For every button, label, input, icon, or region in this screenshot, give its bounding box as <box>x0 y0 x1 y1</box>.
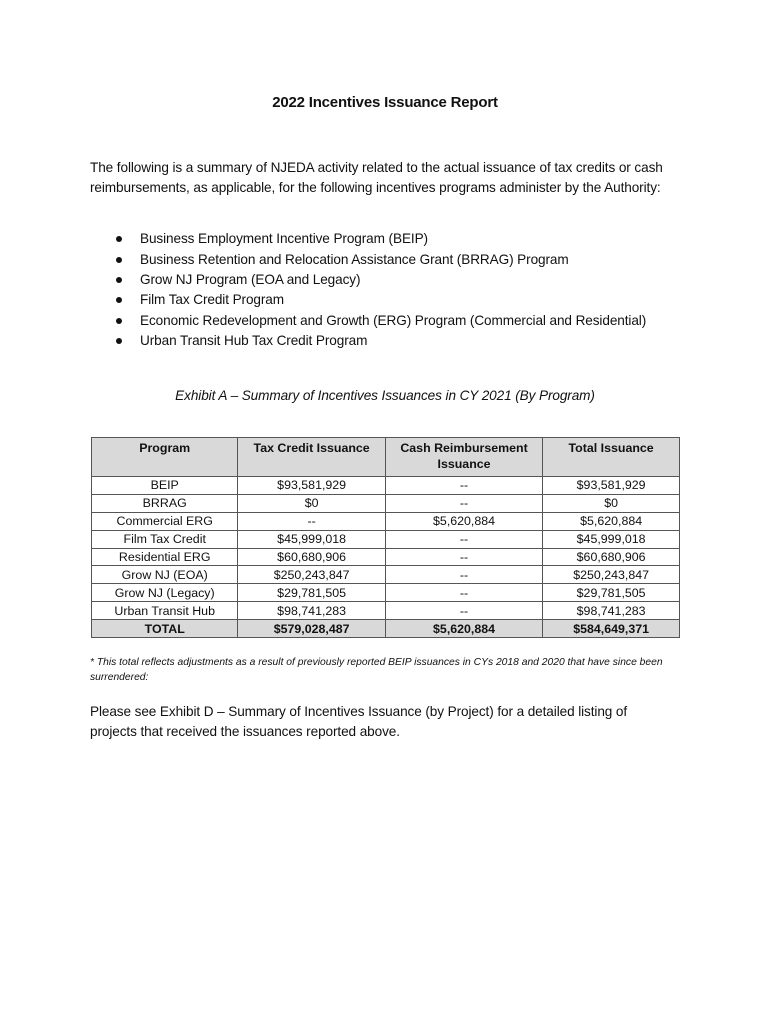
cell-program: BRRAG <box>92 494 238 512</box>
list-item <box>112 270 646 290</box>
exhibit-caption: Exhibit A – Summary of Incentives Issuances in CY 2021 (By Program) <box>175 388 595 403</box>
bullet-icon <box>116 257 122 263</box>
header-program: Program <box>92 438 238 477</box>
cell-program: Grow NJ (EOA) <box>92 566 238 584</box>
table-row <box>92 602 680 620</box>
cell-total: $98,741,283 <box>543 602 680 620</box>
cell-program: Grow NJ (Legacy) <box>92 584 238 602</box>
table-row <box>92 530 680 548</box>
program-name: Film Tax Credit Program <box>140 292 284 308</box>
cell-tax-credit: -- <box>238 512 385 530</box>
cell-tax-credit: $93,581,929 <box>238 477 385 495</box>
cell-program: Commercial ERG <box>92 512 238 530</box>
cell-total: $250,243,847 <box>543 566 680 584</box>
cell-total: $60,680,906 <box>543 548 680 566</box>
cell-program: Urban Transit Hub <box>92 602 238 620</box>
list-item <box>112 290 646 310</box>
bullet-icon <box>116 297 122 303</box>
program-name: Business Retention and Relocation Assistance Grant (BRRAG) Program <box>140 251 569 267</box>
document-title: 2022 Incentives Issuance Report <box>272 94 498 111</box>
cell-cash: -- <box>385 602 542 620</box>
cell-total-cash: $5,620,884 <box>385 620 542 638</box>
cell-total: $93,581,929 <box>543 477 680 495</box>
table-row <box>92 566 680 584</box>
cell-tax-credit: $250,243,847 <box>238 566 385 584</box>
list-item <box>112 249 646 269</box>
footnote: * This total reflects adjustments as a result of previously reported BEIP issuances in CYs 2018 and 2020 that have since been surrendered: <box>90 657 663 683</box>
cell-total: $45,999,018 <box>543 530 680 548</box>
cell-cash: $5,620,884 <box>385 512 542 530</box>
cell-total-tax-credit: $579,028,487 <box>238 620 385 638</box>
cell-program: Residential ERG <box>92 548 238 566</box>
cell-total: $29,781,505 <box>543 584 680 602</box>
cell-cash: -- <box>385 494 542 512</box>
bullet-icon <box>116 277 122 283</box>
header-tax-credit: Tax Credit Issuance <box>238 438 385 477</box>
table-row <box>92 477 680 495</box>
list-item <box>112 311 646 331</box>
cell-cash: -- <box>385 530 542 548</box>
cell-tax-credit: $60,680,906 <box>238 548 385 566</box>
table-row <box>92 548 680 566</box>
bullet-icon <box>116 338 122 344</box>
cell-tax-credit: $0 <box>238 494 385 512</box>
cell-tax-credit: $29,781,505 <box>238 584 385 602</box>
cell-program: Film Tax Credit <box>92 530 238 548</box>
bullet-icon <box>116 318 122 324</box>
program-name: Business Employment Incentive Program (BEIP) <box>140 231 428 247</box>
cell-total: $0 <box>543 494 680 512</box>
cell-cash: -- <box>385 477 542 495</box>
cell-program: BEIP <box>92 477 238 495</box>
table-row <box>92 584 680 602</box>
list-item <box>112 331 646 351</box>
cell-tax-credit: $98,741,283 <box>238 602 385 620</box>
table-row <box>92 494 680 512</box>
cell-cash: -- <box>385 566 542 584</box>
cell-total-label: TOTAL <box>92 620 238 638</box>
list-item <box>112 229 646 249</box>
header-total-issuance: Total Issuance <box>543 438 680 477</box>
program-name: Economic Redevelopment and Growth (ERG) Program (Commercial and Residential) <box>140 312 647 328</box>
cell-grand-total: $584,649,371 <box>543 620 680 638</box>
table-row <box>92 512 680 530</box>
cell-cash: -- <box>385 548 542 566</box>
bullet-icon <box>116 236 122 242</box>
cell-total: $5,620,884 <box>543 512 680 530</box>
cell-cash: -- <box>385 584 542 602</box>
table-header-row <box>92 438 680 477</box>
header-cash-reimbursement: Cash Reimbursement Issuance <box>385 438 542 477</box>
program-name: Grow NJ Program (EOA and Legacy) <box>140 271 361 287</box>
table-total-row <box>92 620 680 638</box>
intro-paragraph: The following is a summary of NJEDA activity related to the actual issuance of tax credits or cash reimbursements, as applicable, for the following incentives programs administer by the Authority: <box>90 160 663 195</box>
cell-tax-credit: $45,999,018 <box>238 530 385 548</box>
closing-paragraph: Please see Exhibit D – Summary of Incentives Issuance (by Project) for a detailed listing of projects that received the issuances reported above. <box>90 704 628 739</box>
program-name: Urban Transit Hub Tax Credit Program <box>140 333 368 349</box>
issuance-summary-table <box>91 437 680 638</box>
program-list <box>112 229 646 351</box>
